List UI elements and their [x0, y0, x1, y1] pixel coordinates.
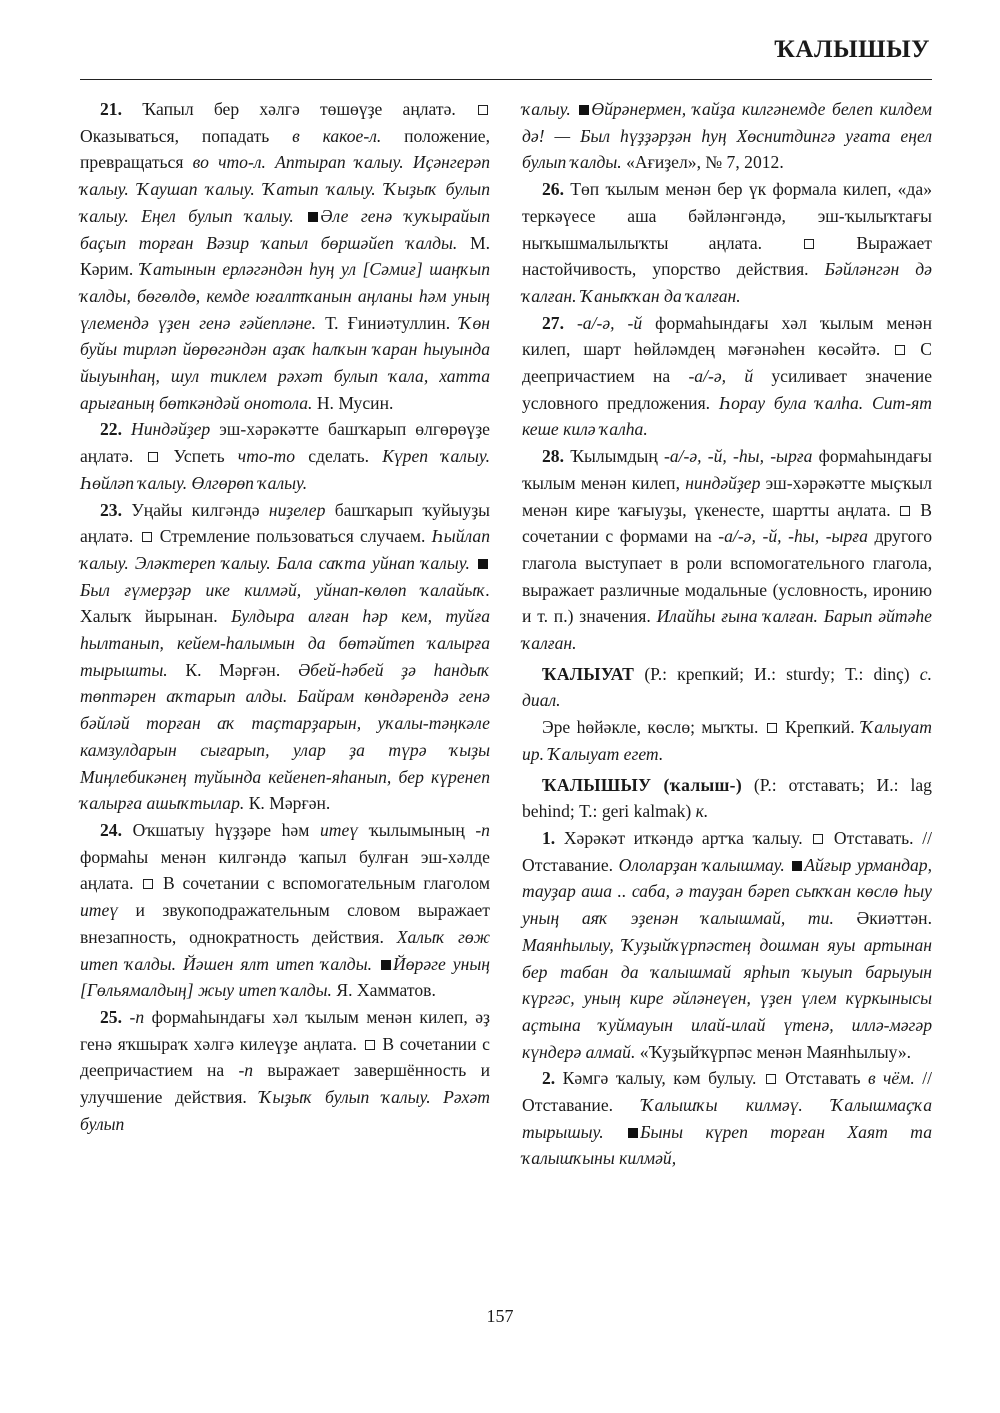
left-column [80, 96, 490, 1137]
headword: ҠАЛЫУАТ [542, 663, 635, 684]
italic-text: -п [238, 1060, 254, 1081]
examples: во что-л. Аптырап ҡалыу. Иҫәнгерәп ҡалыу. Ҡаушап ҡалыу. Ҡатып ҡалыу. Ҡыҙыҡ булып ҡалыу. Еңел булып ҡалыу. [80, 152, 490, 226]
italic-text: что-то [237, 446, 296, 467]
examples: Һорау була ҡалһа. Сит-ят кеше килә ҡалһа. [522, 392, 932, 440]
examples: ҡалыу. [522, 99, 571, 119]
part-of-speech: к. [695, 801, 709, 822]
quotation: Ҡатынын ерләгәндән һуң ул [Сәмиғ] шаңҡып ҡалды, бөгөлдө, кемде юғалтҡанын аңланы һәм уның үлемендә үҙен генә ғәйепләне. [80, 259, 490, 333]
hollow-square-icon [813, 834, 823, 844]
hollow-square-icon [148, 452, 158, 462]
italic-text: -п [122, 1006, 145, 1027]
filled-square-icon [579, 105, 589, 115]
russian-translation: Отставать [777, 1068, 868, 1089]
page-number: 157 [486, 1306, 514, 1326]
definition-text: формаһы менән килгәндә ҡапыл булған эш-хәлде аңлата. [80, 846, 490, 894]
italic-text: ниндәйҙер [685, 472, 761, 493]
italic-text: итеү [319, 819, 359, 840]
italic-text: итеү [80, 900, 119, 921]
hollow-square-icon [895, 345, 905, 355]
definition-text: Оҡшатыу һүҙҙәре һәм [122, 819, 320, 840]
spacer-text [470, 553, 476, 573]
russian-translation: выражает завершённость и улучшение действия. [80, 1060, 490, 1108]
kalyuat-definition [522, 714, 932, 767]
sense-number: 1. [542, 827, 556, 848]
source-author: Т. Ғиниәтуллин. [316, 312, 460, 333]
quotation: Ҡөн буйы тирләп йөрөгәндән аҙаҡ һалҡын ҡаран һыуында йыуынһаң, шул тиклем рәхәт булып ҡала, хатта арығаның бөткәндәй онотола. [80, 312, 490, 413]
definition-text: Уңайы килгәндә [122, 499, 269, 520]
source-author: К. Мәрғән. [244, 793, 331, 814]
examples: Һыйлап ҡалыу. Эләктереп ҡалыу. Бала саҡта уйнап ҡалыу. [80, 526, 490, 573]
russian-translation: В сочетании с вспомогательным глаголом [155, 873, 490, 894]
examples: Бәйләнгән дә ҡалған. Ҡаныҡҡан да ҡалған. [522, 259, 932, 306]
definition-text: Ҡылымдың [564, 446, 664, 467]
examples: Ҡыҙыҡ булып ҡалыу. Рәхәт булып [80, 1087, 490, 1134]
headword: ҠАЛЫШЫУ (ҡалыш-) [542, 774, 742, 795]
sense-21 [80, 96, 490, 416]
sense-22 [80, 416, 490, 496]
sense-25-continued [522, 96, 932, 176]
sense-number: 2. [542, 1068, 556, 1089]
quotation: Маянһылыу, Ҡуҙыйҡүрпәстең дошман яуы артынан бер табан да ҡалышмай ярһып ҡыуып барыуын күргәс, уның кире әйләнеүен, үҙен үлем күркынысы аҫтына ҡуймауын илай-илай үтенә, иллә-мәгәр күндерә алмай. [522, 934, 932, 1062]
spacer-text [571, 99, 578, 119]
filled-square-icon [628, 1128, 638, 1138]
header-rule [80, 79, 932, 80]
italic-text: Ниндәйҙер [122, 419, 211, 440]
sense-27 [522, 310, 932, 444]
source-author: Әкиәттән. [833, 908, 932, 929]
sense-number: 24. [100, 819, 122, 840]
sense-25 [80, 1004, 490, 1138]
spacer-text [294, 206, 306, 226]
sense-28 [522, 443, 932, 657]
hollow-square-icon [143, 879, 153, 889]
sense-number: 22. [100, 419, 122, 440]
sense-24 [80, 817, 490, 1004]
definition-text: ҡылымының [358, 819, 476, 840]
russian-translation: Стремление пользоваться случаем. [153, 526, 432, 547]
sense-number: 21. [100, 99, 122, 119]
examples: Илайһы ғына ҡалған. Барып әйтәһе ҡалған. [522, 606, 932, 654]
sense-number: 25. [100, 1006, 122, 1027]
filled-square-icon [381, 960, 391, 970]
source-author: К. Мәрғән. [167, 659, 298, 680]
examples: Ололарҙан ҡалышмау. [618, 854, 785, 875]
definition-text: формаһындағы ҡылым менән килеп, [522, 446, 932, 493]
russian-translation: С деепричастием на [522, 339, 932, 387]
quotation: Өйрәнермен, ҡайҙа килгәнемде белеп килдем дә! — Был һүҙҙәрҙән һуң Хөснитдингә уғата еңел булып ҡалды. [522, 99, 932, 173]
russian-translation: // Отставание. [522, 1068, 932, 1116]
source-author: М. Кәрим. [80, 232, 490, 280]
definition-text: Хәрәкәт иткәндә артҡа ҡалыу. [555, 827, 812, 848]
hollow-square-icon [142, 532, 152, 542]
definition-text: эш-хәрәкәтте башҡарып өлгөрөүҙе аңлатә. [80, 419, 490, 467]
quotation: Быны күреп торған Хаят та ҡалышҡыны килмәй, [522, 1121, 932, 1169]
italic-text: в чём. [867, 1068, 915, 1089]
examples: Ҡалыуат ир. Ҡалыуат егет. [522, 717, 932, 764]
russian-translation: В сочетании с формами на [522, 499, 932, 547]
sense-number: 26. [542, 179, 564, 200]
source-author: «Ағиҙел», № 7, 2012. [621, 152, 784, 173]
examples: Күреп ҡалыу. Һөйләп ҡалыу. Өлгөрөп ҡалыу. [80, 446, 490, 493]
filled-square-icon [478, 559, 488, 569]
running-head: ҠАЛЫШЫУ [774, 36, 930, 63]
italic-text: -а/-ә, -й, -һы, -ырға [718, 526, 868, 547]
hollow-square-icon [365, 1040, 375, 1050]
definition-text: эш-хәрәкәтте мыҫҡыл менән кире ҡағыуҙы, үкенесте, шартты аңлата. [522, 472, 932, 520]
translations: (Р.: крепкий; И.: sturdy; Т.: dinç) [634, 663, 920, 684]
sense-26 [522, 176, 932, 310]
quotation: Йөрәге уның [Гөльямалдың] жыу итеп ҡалды. [80, 953, 490, 1001]
headword-kalyshyu [522, 772, 932, 825]
hollow-square-icon [767, 723, 777, 733]
spacer-text [785, 855, 791, 875]
sense-23 [80, 497, 490, 817]
hollow-square-icon [900, 506, 910, 516]
sense-number: 27. [542, 312, 564, 333]
quotation: Был ғүмерҙәр ике килмәй, уйнап-көлөп ҡалайыҡ. [80, 579, 490, 600]
source-author: Я. Хамматов. [331, 980, 436, 1001]
filled-square-icon [308, 212, 318, 222]
russian-translation: усиливает значение условного предложения. [522, 366, 932, 413]
russian-translation: и звукоподражательным словом выражает внезапность, однократность действия. [80, 900, 490, 947]
definition-text: формаһындағы хәл ҡылым менән килеп, әҙ генә яҡшыраҡ хәлгә килеүҙе аңлата. [80, 1006, 490, 1054]
italic-text: -п [475, 819, 490, 840]
kalyshyu-sense-2 [522, 1065, 932, 1172]
sense-number: 28. [542, 446, 564, 467]
source-author: «Ҡуҙыйҡүрпәс менән Маянһылыу». [635, 1041, 912, 1062]
part-of-speech: с. диал. [522, 663, 932, 711]
spacer-text [372, 954, 379, 974]
italic-text: -а/-ә, -й, -һы, -ырға [663, 446, 813, 467]
definition-text: формаһындағы хәл ҡылым менән килеп, шарт һөйләмдең мәғәнәһен көсәйтә. [522, 312, 932, 360]
italic-text: -а/-ә, й [688, 366, 754, 387]
source-author: Халыҡ йырынан. [80, 606, 232, 627]
definition-text: Кәмгә ҡалыу, кәм булыу. [555, 1068, 764, 1089]
russian-translation: положение, превращаться [80, 125, 490, 173]
hollow-square-icon [804, 239, 814, 249]
russian-translation: Отставать. // Отставание. [522, 827, 932, 875]
quotation: Айғыр урмандар, тауҙар аша .. саба, ә тауҙан бәреп сыҡҡан көслө һыу уның аяҡ эҙенән ҡалышмай, ти. [522, 854, 932, 929]
hollow-square-icon [478, 105, 488, 115]
examples: Ҡалышҡы килмәү. Ҡалышмаҫҡа тырышыу. [522, 1095, 932, 1142]
italic-text: -а/-ә, -й [564, 312, 643, 333]
hollow-square-icon [766, 1074, 776, 1084]
russian-translation: Выражает настойчивость, упорство действия. [522, 232, 932, 280]
definition-text: Төп ҡылым менән бер үк формала килеп, «да» теркәүесе аша бәйләнгәндә, эш-ҡылыҡтағы ныҡышмалылыҡты аңлата. [522, 179, 932, 253]
definition-text: Эре һөйәкле, көслө; мыҡты. [542, 717, 765, 738]
right-column [522, 96, 932, 1172]
russian-translation: другого глагола выступает в роли вспомогательного глагола, выражает различные модальные (условность, иронию и т. п.) значения. [522, 526, 932, 627]
italic-text: ниҙелер [268, 499, 326, 520]
sense-number: 23. [100, 499, 122, 520]
filled-square-icon [792, 861, 802, 871]
kalyshyu-sense-1 [522, 825, 932, 1065]
translations: (Р.: отставать; И.: lag behind; Т.: geri kalmak) [522, 774, 932, 822]
quotation: Булдыра алған һәр кем, туйға һылтанып, кейем-һалымын да бөтәйтеп ҡалырға тырышты. [80, 606, 490, 680]
russian-translation: Крепкий. [778, 717, 862, 738]
russian-translation: Успеть [160, 446, 238, 467]
italic-text: в какое-л. [292, 125, 382, 146]
russian-translation: сделать. [295, 446, 383, 467]
spacer-text [604, 1122, 626, 1142]
source-author: Н. Мусин. [312, 392, 394, 413]
examples: Халыҡ гөж итеп ҡалды. Йәшен ялт итеп ҡалды. [80, 926, 490, 974]
quotation: Әбей-һәбей ҙә һандыҡ төптәрен аҡтарып алды. Байрам көндәрендә генә бәйләй торған аҡ таҫтарҙарын, уҡалы-тәңкәле камзулдарын сығарып, улар ҙа түрә ҡыҙы Миңлебикәнең туйында кейенеп-яһанып, бер күренеп ҡалырға ашыҡтылар. [80, 659, 491, 814]
russian-translation: Оказываться, попадать [80, 125, 293, 146]
definition-text: башҡарып ҡуйыуҙы аңлатә. [80, 499, 491, 547]
russian-translation: В сочетании с деепричастием на [80, 1033, 490, 1081]
quotation: Әле генә ҡуҡырайып баҫып торған Вәзир ҡапыл бөршәйеп ҡалды. [80, 205, 490, 253]
definition-text: Ҡапыл бер хәлгә төшөүҙе аңлатә. [122, 99, 476, 119]
headword-kalyuat [522, 661, 932, 714]
